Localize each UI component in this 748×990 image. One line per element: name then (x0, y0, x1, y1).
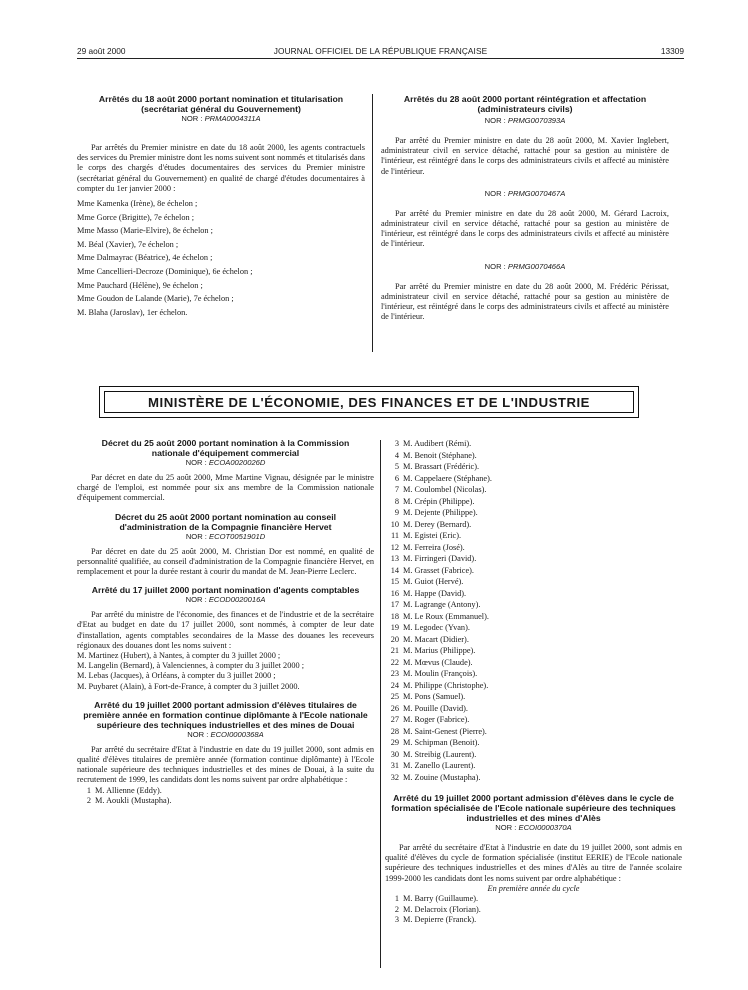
ministry-banner (104, 391, 634, 413)
item-name: M. Moulin (François). (403, 669, 478, 678)
section-title: Arrêté du 17 juillet 2000 portant nomination d'agents comptables (91, 585, 360, 596)
numbered-item (385, 553, 682, 565)
section-paragraph: Par arrêté du Premier ministre en date du 28 août 2000, M. Frédéric Périssat, administrateur civil en service détaché, rattaché pour sa gestion au ministère de l'intérieur, est réintégré dans le corps des administrateurs civils et affecté au ministère de l'intérieur. (381, 281, 669, 322)
section-title: Décret du 25 août 2000 portant nomination au conseil d'administration de la Compagnie financière Hervet (114, 511, 337, 532)
nor-line: NOR : ECOI0000370A (495, 823, 572, 832)
item-number: 10 (390, 519, 399, 529)
item-name: M. Roger (Fabrice). (403, 715, 470, 724)
numbered-item (385, 507, 682, 519)
item-name: M. Egistei (Eric). (403, 531, 462, 540)
item-number: 31 (390, 761, 399, 770)
numbered-item (385, 611, 682, 623)
item-name: M. Delacroix (Florian). (403, 904, 481, 914)
item-name: M. Benoit (Stéphane). (403, 450, 477, 460)
item-number: 3 (394, 915, 399, 925)
item-name: M. Grasset (Fabrice). (403, 565, 474, 575)
section-paragraph: Par arrêté du secrétaire d'Etat à l'industrie en date du 19 juillet 2000, sont admis en qualité d'élèves du cycle de formation spécialisée (institut EERIE) de l'Ecole nationale supérieure des techniques industrielles et des mines d'Alès au titre de l'année scolaire 1999-2000 les candidats dont les noms suivent par ordre alphabétique : (385, 843, 682, 883)
section-title: Arrêté du 19 juillet 2000 portant admission d'élèves titulaires de première année en formation continue diplômante à l'Ecole nationale supérieure des techniques industrielles et des mines de Douai (83, 699, 368, 730)
item-number: 29 (390, 738, 399, 747)
numbered-item (385, 519, 682, 531)
section-title: Arrêtés du 28 août 2000 portant réintégration et affectation (administrateurs civils) (403, 94, 647, 114)
nor-label: NOR : (181, 114, 205, 123)
item-number: 21 (390, 646, 399, 655)
item-name: M. Lagrange (Antony). (403, 600, 481, 609)
nor-line (77, 114, 365, 124)
item-number: 11 (391, 531, 399, 540)
item-number: 23 (390, 669, 399, 678)
numbered-item (385, 714, 682, 726)
nor-line (381, 116, 669, 126)
numbered-item (385, 530, 682, 542)
item-number: 28 (390, 726, 399, 736)
item-number: 12 (390, 542, 399, 552)
nor-label: NOR : (484, 261, 508, 271)
item-number: 24 (390, 680, 399, 690)
item-number: 17 (390, 600, 399, 609)
item-number: 6 (394, 473, 399, 483)
ministry-title: MINISTÈRE DE L'ÉCONOMIE, DES FINANCES ET DE L'INDUSTRIE (148, 394, 590, 410)
nor-code: PRMA0004311A (204, 114, 261, 123)
item-name: M. Zouine (Mustapha). (403, 772, 481, 782)
numbered-item (385, 622, 682, 634)
numbered-item (385, 565, 682, 577)
bottom-left-column (77, 438, 374, 806)
appointee-list (77, 197, 365, 319)
item-name: M. Macart (Didier). (403, 634, 469, 644)
list-item: Mme Gorce (Brigitte), 7e échelon ; (77, 212, 195, 222)
numbered-item (385, 905, 682, 916)
item-name: M. Aoukli (Mustapha). (95, 795, 172, 805)
item-number: 9 (394, 508, 399, 517)
item-number: 19 (390, 623, 399, 632)
section-paragraph: Par arrêtés du Premier ministre en date du 18 août 2000, les agents contractuels des services du Premier ministre dont les noms suivent sont nommés et titularisés dans le corps des chargés d'études documentaires des services du Premier ministre (secrétariat général du Gouvernement) en qualité de chargé d'études documentaires à compter du 1er janvier 2000 : (77, 143, 365, 193)
list-item: Mme Cancellieri-Decroze (Dominique), 6e échelon ; (77, 266, 253, 276)
nor-code: ECOI0000370A (518, 823, 572, 832)
item-number: 13 (390, 554, 399, 563)
item-name: M. Coulombel (Nicolas). (403, 485, 487, 494)
item-number: 2 (86, 795, 91, 805)
numbered-item (385, 450, 682, 462)
item-name: M. Guiot (Hervé). (403, 577, 464, 586)
numbered-item (385, 691, 682, 703)
item-number: 4 (394, 450, 399, 460)
list-item: M. Langelin (Bernard), à Valenciennes, à compter du 3 juillet 2000 ; (77, 661, 305, 671)
item-number: 26 (390, 703, 399, 713)
item-name: M. Mœvus (Claude). (403, 657, 473, 667)
decree-section (77, 512, 374, 578)
numbered-item (385, 772, 682, 784)
list-item: M. Puybaret (Alain), à Fort-de-France, à compter du 3 juillet 2000. (77, 681, 300, 691)
column-divider (372, 94, 373, 352)
decree-section (77, 438, 374, 504)
nor-label: NOR : (484, 188, 508, 198)
item-number: 3 (394, 439, 399, 448)
section-paragraph: Par arrêté du Premier ministre en date du 28 août 2000, M. Gérard Lacroix, administrateur civil en service détaché, rattaché pour sa gestion au ministère de l'intérieur, est réintégré dans le corps des administrateurs civils et affecté au ministère de l'intérieur. (381, 208, 669, 249)
bottom-right-column (385, 438, 682, 926)
numbered-item (385, 737, 682, 749)
item-number: 22 (390, 657, 399, 667)
numbered-item (385, 668, 682, 680)
list-item: Mme Dalmayrac (Béatrice), 4e échelon ; (77, 253, 213, 263)
item-name: M. Ferreira (José). (403, 542, 465, 552)
item-number: 27 (390, 715, 399, 724)
list-item: Mme Masso (Marie-Elvire), 8e échelon ; (77, 226, 213, 236)
numbered-item (385, 634, 682, 646)
numbered-item (77, 796, 374, 806)
journal-title: JOURNAL OFFICIEL DE LA RÉPUBLIQUE FRANÇAISE (273, 46, 488, 56)
item-name: M. Pouille (David). (403, 703, 468, 713)
nor-line: NOR : ECOI0000368A (187, 729, 264, 739)
item-name: M. Philippe (Christophe). (403, 680, 489, 690)
item-number: 1 (394, 894, 399, 904)
section-paragraph: Par décret en date du 25 août 2000, Mme Martine Vignau, désignée par le ministre chargé de l'emploi, est nommée pour six ans membre de la Commission nationale d'équipement commercial. (77, 473, 374, 503)
nor-code: PRMG0070467A (507, 188, 566, 198)
reintegration-items (381, 116, 669, 322)
item-name: M. Marius (Philippe). (403, 646, 476, 655)
numbered-item (77, 786, 374, 796)
item-name: M. Allienne (Eddy). (95, 785, 162, 795)
numbered-item (385, 894, 682, 905)
nor-line (381, 189, 669, 199)
numbered-item (385, 645, 682, 657)
section-paragraph: Par arrêté du ministre de l'économie, des finances et de l'industrie et de la secrétaire d'Etat au budget en date du 17 juillet 2000, sont nommés, à compter de leur date d'installation, agents comptables secondaires de la Masse des douanes les receveurs régionaux des douanes dont les noms suivent : (77, 610, 374, 650)
item-number: 15 (390, 577, 399, 586)
numbered-item (385, 760, 682, 772)
item-number: 32 (390, 772, 399, 782)
item-number: 16 (390, 588, 399, 598)
numbered-item (385, 484, 682, 496)
decree-section (77, 700, 374, 806)
item-number: 2 (394, 904, 399, 914)
item-number: 18 (390, 611, 399, 621)
item-name: M. Legodec (Yvan). (403, 623, 470, 632)
nor-line: NOR : ECOD0020016A (185, 595, 266, 605)
list-item: M. Béal (Xavier), 7e échelon ; (77, 239, 179, 249)
numbered-item (385, 461, 682, 473)
nor-code: ECOD0020016A (208, 595, 266, 605)
nor-line: NOR : ECOA0020026D (185, 458, 266, 467)
header-rule (77, 58, 684, 59)
section-paragraph: Par arrêté du Premier ministre en date du 28 août 2000, M. Xavier Inglebert, administrateur civil en service détaché, rattaché pour sa gestion au ministère de l'intérieur, est réintégré dans le corps des administrateurs civils et affecté au ministère de l'intérieur. (381, 136, 669, 176)
column-divider (380, 440, 381, 968)
nor-code: ECOI0000368A (210, 729, 264, 739)
top-left-column (77, 94, 365, 319)
item-number: 30 (390, 749, 399, 759)
item-name: M. Pons (Samuel). (403, 692, 466, 701)
numbered-item (385, 749, 682, 761)
list-item: Mme Goudon de Lalande (Marie), 7e échelon ; (77, 294, 234, 304)
nor-code: ECOA0020026D (208, 458, 266, 467)
nor-label: NOR : (484, 116, 508, 125)
item-name: M. Firringeri (David). (403, 554, 477, 563)
item-number: 20 (390, 634, 399, 644)
item-name: M. Dejente (Philippe). (403, 508, 478, 517)
list-item: M. Blaha (Jaroslav), 1er échelon. (77, 307, 188, 317)
nor-code: PRMG0070466A (507, 261, 566, 271)
item-name: M. Saint-Genest (Pierre). (403, 726, 487, 736)
section-paragraph: Par décret en date du 25 août 2000, M. Christian Dor est nommé, en qualité de personnalité qualifiée, au conseil d'administration de la Compagnie financière Hervet, en remplacement et pour la durée restant à courir du mandat de M. Jean-Pierre Leclerc. (77, 546, 374, 577)
section-title: Arrêté du 19 juillet 2000 portant admission d'élèves dans le cycle de formation spécialisée de l'Ecole nationale supérieure des techniques industrielles et des mines d'Alès (391, 793, 676, 823)
list-item: Mme Pauchard (Hélène), 9e échelon ; (77, 280, 203, 290)
list-item: M. Lebas (Jacques), à Orléans, à compter du 3 juillet 2000 ; (77, 671, 276, 681)
numbered-item (385, 726, 682, 738)
decree-section (77, 585, 374, 692)
item-number: 1 (86, 785, 91, 795)
numbered-item (385, 576, 682, 588)
numbered-item (385, 703, 682, 715)
item-name: M. Schipman (Benoit). (403, 738, 480, 747)
numbered-item (385, 588, 682, 600)
top-right-column (381, 94, 669, 322)
section-title: Décret du 25 août 2000 portant nomination à la Commission nationale d'équipement commercial (101, 438, 350, 458)
numbered-item (385, 473, 682, 485)
item-name: M. Derey (Bernard). (403, 519, 472, 529)
item-name: M. Barry (Guillaume). (403, 894, 479, 904)
page-number: 13309 (660, 46, 684, 56)
item-name: M. Le Roux (Emmanuel). (403, 611, 489, 621)
item-name: M. Streibig (Laurent). (403, 749, 477, 759)
numbered-item (385, 680, 682, 692)
item-number: 14 (390, 565, 399, 575)
item-number: 8 (394, 496, 399, 506)
numbered-item (385, 657, 682, 669)
item-number: 5 (394, 462, 399, 471)
list-item: Mme Kamenka (Irène), 8e échelon ; (77, 199, 198, 209)
item-name: M. Cappelaere (Stéphane). (403, 473, 492, 483)
list-item: M. Martinez (Hubert), à Nantes, à compter du 3 juillet 2000 ; (77, 651, 281, 661)
ales-student-list (385, 894, 682, 926)
numbered-item (385, 915, 682, 926)
nor-code: ECOT0051901D (209, 531, 266, 541)
nor-line: NOR : ECOT0051901D (185, 531, 266, 541)
numbered-item (385, 496, 682, 508)
item-name: M. Crépin (Philippe). (403, 496, 475, 506)
item-name: M. Happe (David). (403, 588, 467, 598)
item-number: 25 (390, 692, 399, 701)
subheading: En première année du cycle (487, 883, 580, 893)
numbered-item (385, 599, 682, 611)
item-name: M. Zanello (Laurent). (403, 761, 476, 770)
item-number: 7 (394, 485, 399, 494)
nor-line (381, 262, 669, 272)
header-date: 29 août 2000 (77, 46, 126, 56)
douai-student-list-continued (385, 438, 682, 783)
section-title: Arrêtés du 18 août 2000 portant nomination et titularisation (secrétariat général du Gouvernement) (98, 94, 344, 114)
item-name: M. Depierre (Franck). (403, 915, 477, 925)
numbered-item (385, 438, 682, 450)
section-paragraph: Par arrêté du secrétaire d'Etat à l'industrie en date du 19 juillet 2000, sont admis en qualité d'élèves titulaires de première année (formation continue diplômante) à l'Ecole nationale supérieure des techniques industrielles et des mines de Douai, à la suite du recrutement de 1999, les candidats dont les noms suivent par ordre alphabétique : (77, 744, 374, 785)
numbered-item (385, 542, 682, 554)
item-name: M. Audibert (Rémi). (403, 439, 472, 448)
nor-code: PRMG0070393A (507, 116, 566, 125)
item-name: M. Brassart (Frédéric). (403, 462, 480, 471)
